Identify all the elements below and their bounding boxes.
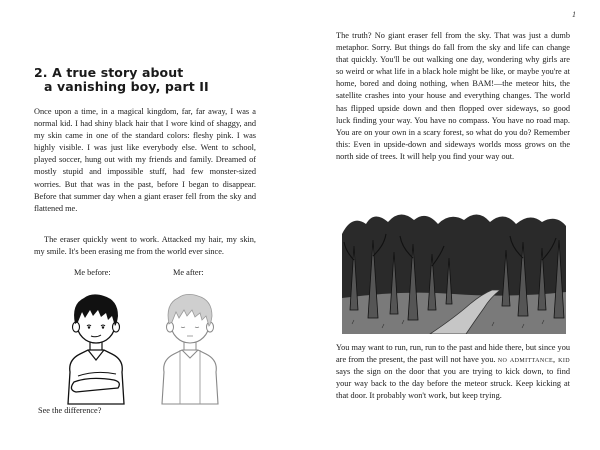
boy-after-illustration [150, 280, 230, 405]
caption-me-before: Me before: [74, 268, 111, 277]
boy-before-illustration [56, 280, 136, 405]
paragraph-text-before-sign: You may want to run, run, run to the past and hide there, but since you are from the present, the past will not have you. [336, 343, 570, 365]
caption-me-after: Me after: [173, 268, 204, 277]
page-number: 1 [572, 10, 576, 19]
chapter-title-line2: a vanishing boy, part II [44, 79, 209, 94]
right-paragraph-2 [336, 342, 570, 402]
door-sign-text: no admittance, kid [497, 355, 570, 365]
forest-illustration [342, 206, 566, 334]
paragraph-text-after-sign: says the sign on the door that you are trying to kick down, to find your way back to the day before the meteor struck. Keep kicking at that door. It probably won't work, but keep trying. [336, 367, 570, 401]
chapter-title-line1: 2. A true story about [34, 65, 184, 80]
right-paragraph-1: The truth? No giant eraser fell from the sky. That was just a dumb metaphor. Sorry. But things do fall from the sky and life can change that quickly. You'll be out walking one day, wondering why girls are so weird or what life in a black hole might be like, or maybe you're at home, bored and doing nothing, when BAM!—the meteor hits, the satellite crashes into your house and everything changes. The world has flipped upside down and then flopped over sideways, so good luck finding your way. You have no compass. You have no road map. You are on your own in a scary forest, so what do you do? Remember this: Even in upside-down and sideways worlds moss grows on the north side of trees. It will help you find your way out. [336, 31, 570, 161]
left-paragraph-1: Once upon a time, in a magical kingdom, far, far away, I was a normal kid. I had shiny black hair that I wore kind of shaggy, and my skin came in one of the standard colors: fleshy pink. I was highly visible. I was just like everybody else. Went to school, played soccer, hung out with my friends and family. Dreamed of mostly stupid and impossible stuff, had few monster-sized worries. But that was in the past, before I began to disappear. Before that summer day when a giant eraser fell from the sky and flattened me. [34, 107, 256, 213]
chapter-title [34, 66, 284, 94]
caption-see-difference: See the difference? [38, 406, 102, 415]
left-paragraph-2: The eraser quickly went to work. Attacked my hair, my skin, my smile. It's been erasing me from the world ever since. [34, 235, 256, 257]
right-page [300, 0, 600, 450]
